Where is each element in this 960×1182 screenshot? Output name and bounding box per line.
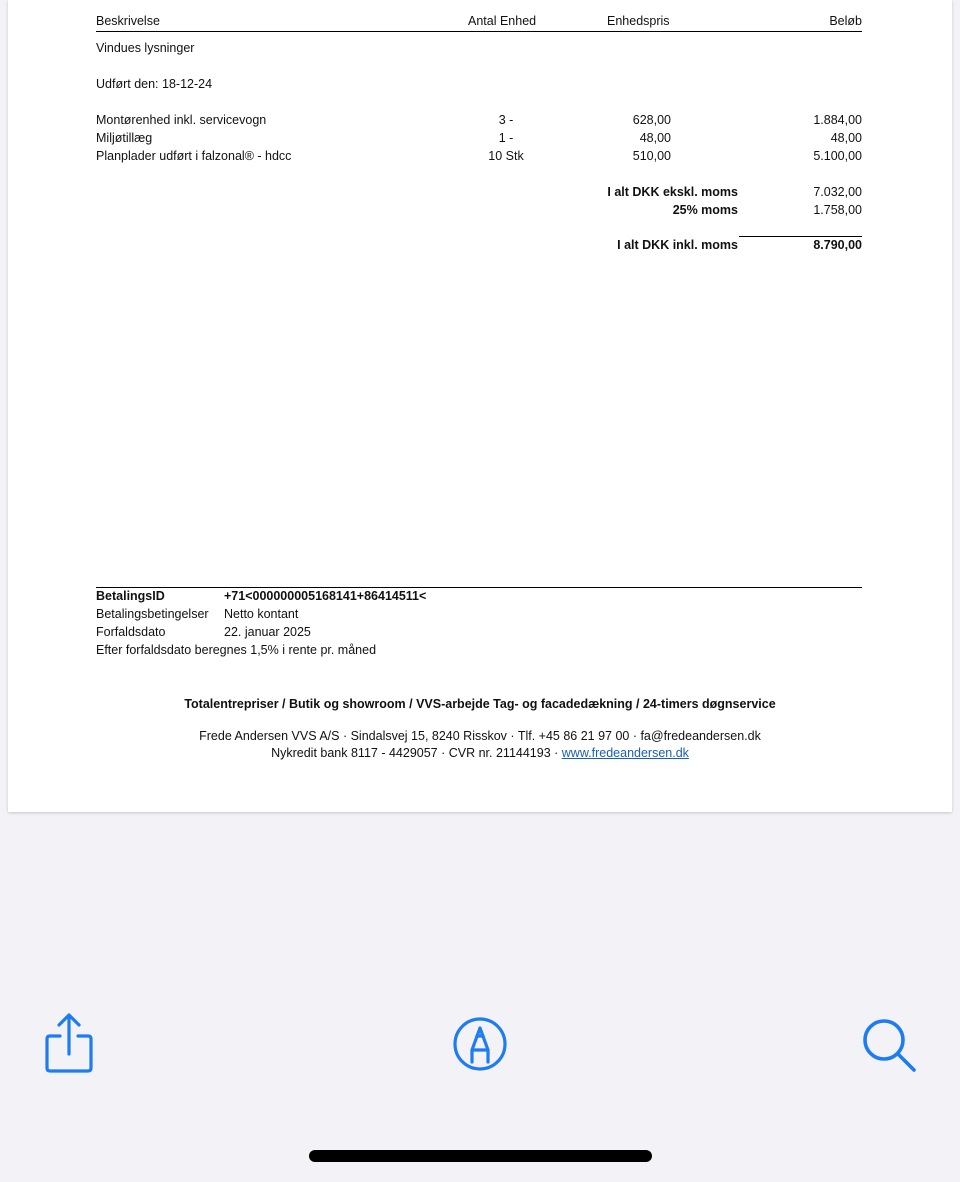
- line-description: Montørenhed inkl. servicevogn: [96, 113, 267, 127]
- table-header: [96, 14, 862, 32]
- interest-note-row: [96, 643, 862, 661]
- company-address: Frede Andersen VVS A/S · Sindalsvej 15, 8240 Risskov · Tlf. +45 86 21 97 00 · fa@fredeandersen.dk: [199, 729, 761, 743]
- bank-info-line: [8, 746, 952, 760]
- table-row: [96, 149, 862, 167]
- performed-date-row: [96, 77, 862, 95]
- total-incl-vat-label: I alt DKK inkl. moms: [617, 238, 738, 252]
- payment-terms-row: [96, 607, 862, 625]
- interest-note: Efter forfaldsdato beregnes 1,5% i rente pr. måned: [96, 643, 377, 657]
- line-qty-unit: 1 -: [498, 131, 514, 145]
- due-date-row: [96, 625, 862, 643]
- vat-value: 1.758,00: [813, 203, 862, 217]
- line-description: Planplader udført i falzonal® - hdcc: [96, 149, 292, 163]
- total-incl-vat-value: 8.790,00: [813, 238, 862, 252]
- invoice-title-row: [96, 41, 862, 59]
- line-unit-price: 48,00: [639, 131, 671, 145]
- line-amount: 5.100,00: [813, 149, 862, 163]
- total-excl-vat-label: I alt DKK ekskl. moms: [607, 185, 738, 199]
- table-row: [96, 113, 862, 131]
- header-unit-price: Enhedspris: [607, 14, 670, 28]
- total-excl-vat-value: 7.032,00: [813, 185, 862, 199]
- table-row: [96, 131, 862, 149]
- website-link[interactable]: www.fredeandersen.dk: [561, 746, 689, 760]
- payment-id-row: [96, 589, 862, 607]
- share-icon[interactable]: [42, 1012, 98, 1076]
- vat-row: [96, 203, 862, 221]
- home-indicator: [309, 1150, 652, 1162]
- invoice-title: Vindues lysninger: [96, 41, 195, 55]
- line-amount: 48,00: [830, 131, 862, 145]
- markup-icon[interactable]: [452, 1016, 508, 1072]
- header-qty-unit: Antal Enhed: [468, 14, 537, 28]
- payment-id-label: BetalingsID: [96, 589, 165, 603]
- total-incl-vat-row: [96, 238, 862, 256]
- search-icon[interactable]: [860, 1016, 918, 1074]
- payment-id-value: +71<000000005168141+86414511<: [224, 589, 427, 603]
- total-excl-vat-row: [96, 185, 862, 203]
- bank-info: Nykredit bank 8117 - 4429057 · CVR nr. 21144193 ·: [271, 746, 562, 760]
- line-description: Miljøtillæg: [96, 131, 153, 145]
- payment-terms-label: Betalingsbetingelser: [96, 607, 209, 621]
- vat-label: 25% moms: [672, 203, 738, 217]
- due-date-label: Forfaldsdato: [96, 625, 166, 639]
- line-amount: 1.884,00: [813, 113, 862, 127]
- payment-divider: [96, 587, 862, 588]
- line-unit-price: 510,00: [632, 149, 671, 163]
- performed-date: Udført den: 18-12-24: [96, 77, 213, 91]
- line-qty-unit: 10 Stk: [488, 149, 524, 163]
- payment-terms-value: Netto kontant: [224, 607, 299, 621]
- header-description: Beskrivelse: [96, 14, 160, 28]
- total-divider: [739, 236, 862, 237]
- line-qty-unit: 3 -: [498, 113, 514, 127]
- due-date-value: 22. januar 2025: [224, 625, 311, 639]
- line-unit-price: 628,00: [632, 113, 671, 127]
- services-line: Totalentrepriser / Butik og showroom / VVS-arbejde Tag- og facadedækning / 24-timers døgnservice: [184, 697, 776, 711]
- header-amount: Beløb: [829, 14, 862, 28]
